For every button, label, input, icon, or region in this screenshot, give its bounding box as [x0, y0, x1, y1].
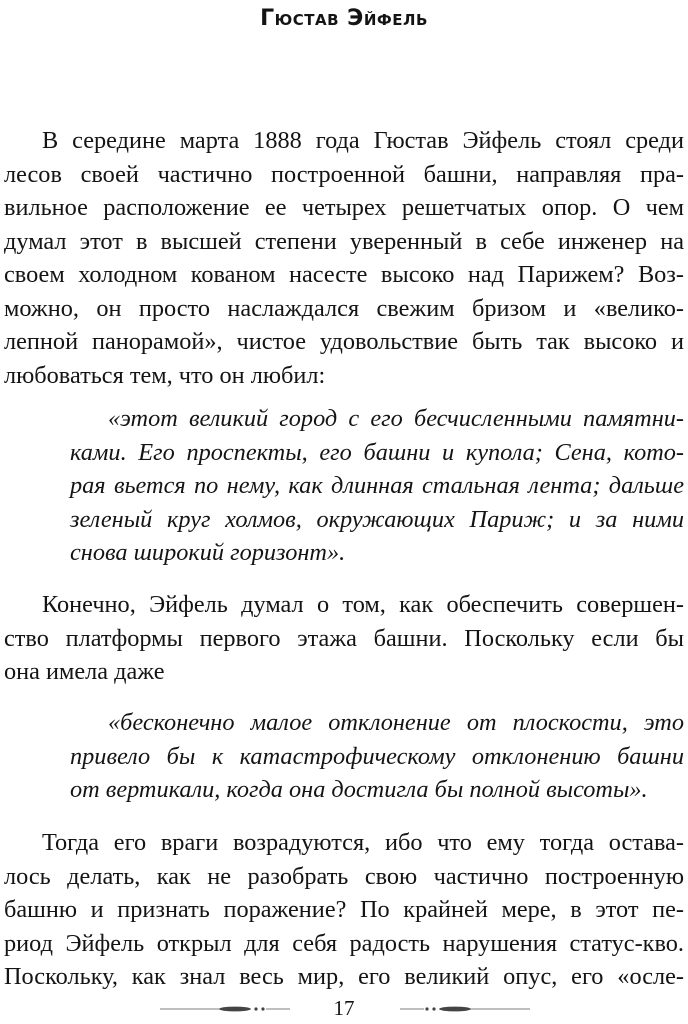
right-ornament-icon — [400, 1004, 530, 1014]
quote-line: привело бы к катастрофическому отклонению башни — [70, 742, 684, 770]
page-number: 17 — [333, 996, 355, 1020]
text-line: риод Эйфель открыл для себя радость нарушения статус-кво. — [4, 929, 684, 957]
running-header: Гюстав Эйфель — [260, 6, 428, 31]
text-line: она имела даже — [4, 658, 165, 685]
text-line: лесов своей частично построенной башни, направляя пра- — [4, 160, 684, 188]
text-line: Поскольку, как знал весь мир, его великий опус, его «осле- — [4, 963, 684, 990]
text-line: думал этот в высшей степени уверенный в себе инженер на — [4, 227, 684, 255]
text-line: Тогда его враги возрадуются, ибо что ему тогда остава- — [42, 829, 684, 856]
block-quote-2 — [4, 706, 684, 807]
text-line: лепной панорамой», чистое удовольствие быть так высоко и — [4, 328, 684, 355]
quote-line: снова широкий горизонт». — [70, 539, 346, 566]
text-line: В середине марта 1888 года Гюстав Эйфель стоял среди — [42, 127, 684, 154]
quote-line: от вертикали, когда она достигла бы полной высоты». — [70, 776, 648, 803]
quote-line: «этот великий город с его бесчисленными памятни- — [108, 405, 684, 432]
quote-line: «бесконечно малое отклонение от плоскости, это — [108, 709, 684, 736]
text-line: Конечно, Эйфель думал о том, как обеспечить совершен- — [42, 591, 684, 618]
block-quote-1 — [4, 402, 684, 570]
quote-line: рая вьется по нему, как длинная стальная лента; дальше — [70, 472, 684, 499]
text-line: башню и признать поражение? По крайней мере, в этот пе- — [4, 896, 684, 923]
quote-line: ками. Его проспекты, его башни и купола; Сена, кото- — [70, 438, 684, 466]
text-line: ство платформы первого этажа башни. Поскольку если бы — [4, 624, 684, 652]
text-line: любоваться тем, что он любил: — [4, 361, 326, 389]
text-line: лось делать, как не разобрать свою частично построенную — [4, 862, 684, 890]
paragraph-2 — [4, 588, 684, 689]
paragraph-1 — [4, 124, 684, 392]
text-line: своем холодном кованом насесте высоко над Парижем? Воз- — [4, 261, 684, 288]
quote-line: зеленый круг холмов, окружающих Париж; и за ними — [70, 505, 684, 533]
text-line: вильное расположение ее четырех решетчатых опор. О чем — [4, 194, 684, 221]
paragraph-3 — [4, 826, 684, 994]
text-line: можно, он просто наслаждался свежим бризом и «велико- — [4, 294, 684, 322]
page-footer — [0, 996, 688, 1024]
